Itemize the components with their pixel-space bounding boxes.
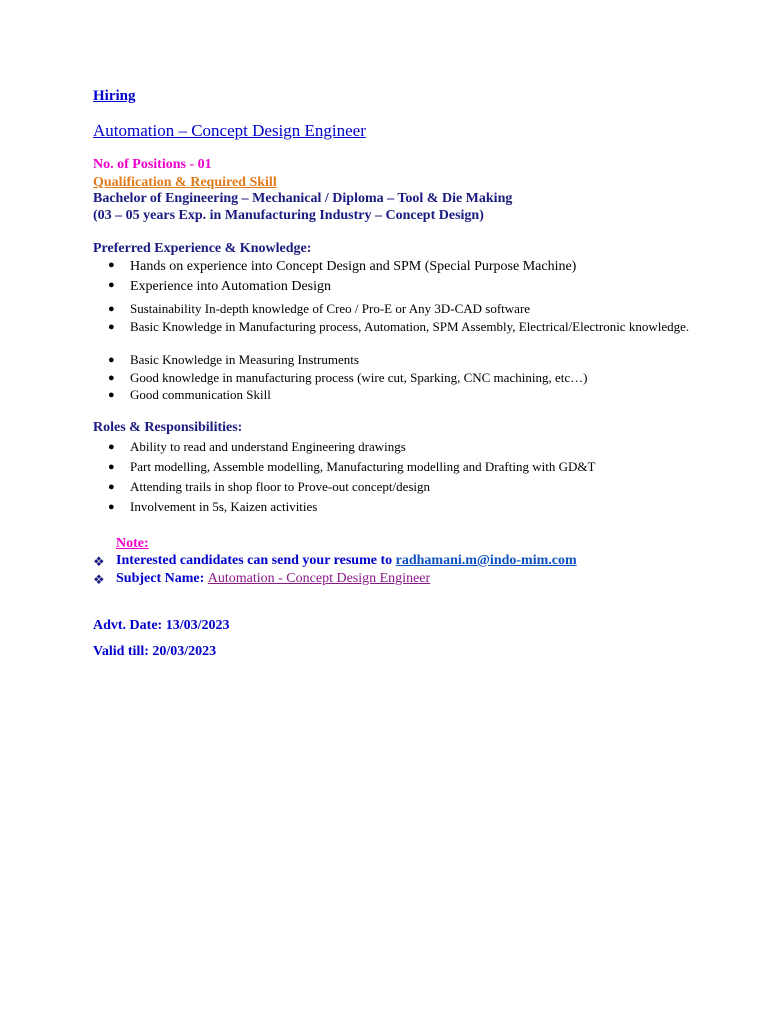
list-item-text: Good communication Skill	[130, 387, 271, 402]
bullet-icon: ●	[108, 259, 115, 271]
bullet-icon: ●	[108, 461, 115, 473]
list-item	[93, 498, 713, 518]
positions-count: No. of Positions - 01	[93, 157, 212, 172]
bullet-icon: ●	[108, 389, 115, 401]
email-link[interactable]: radhamani.m@indo-mim.com	[395, 553, 577, 568]
job-title[interactable]: Automation – Concept Design Engineer	[93, 121, 366, 140]
subject-line	[116, 571, 430, 587]
list-item	[93, 279, 713, 300]
preferred-heading: Preferred Experience & Knowledge:	[93, 241, 312, 256]
list-item-text: Sustainability In-depth knowledge of Creo / Pro-E or Any 3D-CAD software	[130, 301, 531, 316]
roles-heading: Roles & Responsibilities:	[93, 420, 243, 435]
list-item	[93, 458, 713, 478]
bullet-icon: ●	[108, 279, 115, 291]
list-item-text: Part modelling, Assemble modelling, Manufacturing modelling and Drafting with GD&T	[130, 459, 596, 474]
bullet-icon: ●	[108, 501, 115, 513]
list-item-text: Good knowledge in manufacturing process (wire cut, Sparking, CNC machining, etc…)	[130, 370, 588, 385]
qualification-degree: Bachelor of Engineering – Mechanical / Diploma – Tool & Die Making	[93, 191, 513, 206]
advt-date: Advt. Date: 13/03/2023	[93, 618, 230, 633]
subject-label: Subject Name:	[116, 571, 208, 586]
hiring-link[interactable]: Hiring	[93, 88, 136, 104]
qualification-heading: Qualification & Required Skill	[93, 175, 277, 190]
list-item	[93, 438, 713, 458]
list-item	[93, 259, 713, 279]
bullet-icon: ●	[108, 481, 115, 493]
list-item-text: Attending trails in shop floor to Prove-out concept/design	[130, 479, 431, 494]
bullet-icon: ●	[108, 441, 115, 453]
list-item-text: Basic Knowledge in Measuring Instruments	[130, 352, 359, 367]
roles-list	[93, 438, 713, 518]
list-item	[93, 320, 690, 352]
bullet-icon: ●	[108, 303, 115, 315]
resume-instruction-text: Interested candidates can send your resume to	[116, 553, 396, 568]
resume-instruction	[116, 553, 577, 569]
list-item-text: Involvement in 5s, Kaizen activities	[130, 499, 318, 514]
diamond-bullet-icon: ❖	[93, 554, 105, 569]
valid-till: Valid till: 20/03/2023	[93, 644, 217, 659]
diamond-bullet-icon: ❖	[93, 572, 105, 587]
list-item	[93, 387, 713, 404]
preferred-list	[93, 259, 713, 404]
list-item	[93, 478, 713, 498]
list-item-text: Experience into Automation Design	[130, 279, 332, 294]
qualification-experience: (03 – 05 years Exp. in Manufacturing Industry – Concept Design)	[93, 208, 484, 223]
note-label: Note:	[116, 536, 149, 551]
list-item	[93, 370, 713, 387]
list-item	[93, 352, 713, 370]
bullet-icon: ●	[108, 354, 115, 366]
subject-name: Automation - Concept Design Engineer	[207, 571, 431, 586]
list-item-text: Hands on experience into Concept Design and SPM (Special Purpose Machine)	[130, 259, 577, 274]
list-item-text: Basic Knowledge in Manufacturing process, Automation, SPM Assembly, Electrical/Electronic knowledge.	[130, 319, 690, 334]
list-item-text: Ability to read and understand Engineering drawings	[130, 439, 406, 454]
bullet-icon: ●	[108, 321, 115, 333]
bullet-icon: ●	[108, 372, 115, 384]
list-item	[93, 300, 713, 320]
